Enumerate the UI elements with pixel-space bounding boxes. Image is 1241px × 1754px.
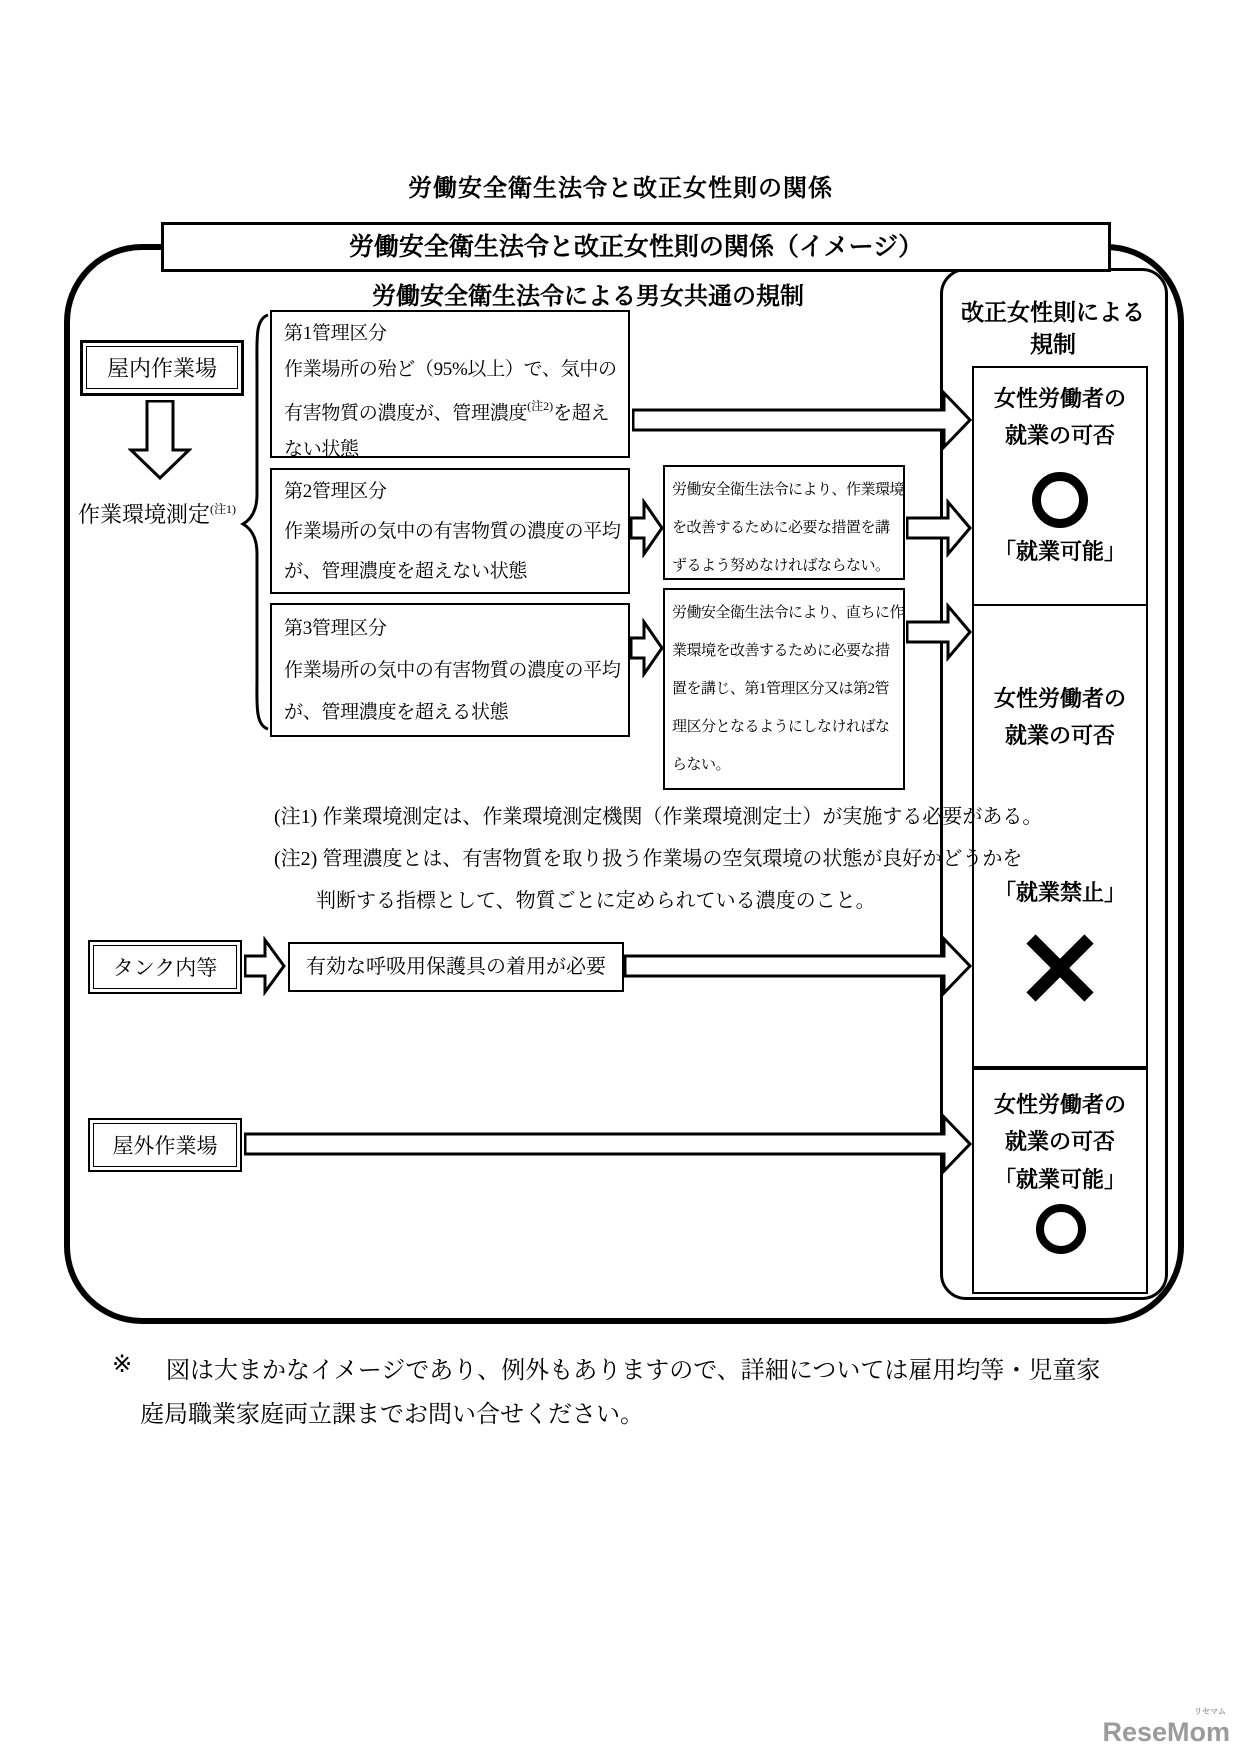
indoor-workplace-box [80, 340, 244, 396]
category3-title: 第3管理区分 [284, 618, 387, 639]
permitted-circle-mark [1032, 472, 1088, 528]
work-environment-measurement-label [78, 498, 236, 529]
note1-ref: (注1) [210, 502, 237, 516]
measure3-line4: 理区分となるようにしなければな [672, 719, 890, 735]
measure3-line1: 労働安全衛生法令により、直ちに作 [672, 605, 905, 621]
arrow-requirement-to-prohibited [624, 936, 972, 996]
right-box1-line1: 女性労働者の [993, 386, 1126, 411]
note2-text-line2: 判断する指標として、物質ごとに定められている濃度のこと。 [316, 890, 876, 912]
measurement-text: 作業環境測定 [78, 502, 211, 527]
watermark [1080, 1706, 1230, 1748]
right-box3-line2: 就業の可否 [1004, 1129, 1115, 1154]
arrow-category1-to-permitted [632, 390, 972, 450]
measure2-line2: を改善するために必要な措置を講 [672, 520, 890, 536]
tank-interior-box [88, 940, 242, 994]
arrow-category2-to-measure2 [630, 498, 664, 558]
tank-interior-label: タンク内等 [93, 945, 237, 989]
footer-marker: ※ [112, 1352, 133, 1378]
measure2-line3: ずるよう努めなければならない。 [672, 558, 890, 574]
category1-title: 第1管理区分 [284, 323, 387, 344]
banner-title-box [161, 222, 1111, 272]
category2-title: 第2管理区分 [284, 481, 387, 502]
arrow-category3-to-measure3 [630, 618, 664, 678]
category1-line4: ない状態 [284, 439, 359, 460]
footer-line2: 庭局職業家庭両立課までお問い合せください。 [140, 1402, 644, 1428]
revised-regulation-heading-line1: 改正女性則による [961, 299, 1145, 325]
revised-regulation-heading-line2: 規制 [1030, 331, 1076, 357]
down-arrow [128, 400, 192, 480]
respirator-requirement-text: 有効な呼吸用保護具の着用が必要 [306, 956, 606, 978]
watermark-ruby: リセマム [1194, 1707, 1226, 1716]
measure3-box [663, 588, 905, 790]
note2-ref: (注2) [527, 399, 554, 413]
category1-box [270, 310, 630, 458]
right-box2-line1: 女性労働者の [993, 686, 1126, 711]
arrow-tank-to-requirement [244, 936, 286, 996]
category2-line3: が、管理濃度を超えない状態 [284, 561, 528, 582]
category2-box [270, 468, 630, 594]
right-box3-line1: 女性労働者の [993, 1092, 1126, 1117]
right-box2-verdict: 「就業禁止」 [993, 880, 1126, 905]
note1-text: (注1) 作業環境測定は、作業環境測定機関（作業環境測定士）が実施する必要がある。 [274, 806, 1043, 828]
measure2-box [663, 465, 905, 580]
indoor-workplace-label: 屋内作業場 [86, 346, 238, 389]
measure3-line3: 置を講じ、第1管理区分又は第2管 [672, 681, 890, 697]
right-box2-line2: 就業の可否 [1004, 723, 1115, 748]
category2-line2: 作業場所の気中の有害物質の濃度の平均 [284, 521, 621, 542]
banner-title: 労働安全衛生法令と改正女性則の関係（イメージ） [348, 233, 924, 261]
watermark-logo: ReseMom [1102, 1717, 1230, 1747]
footer-line1: 図は大まかなイメージであり、例外もありますので、詳細については雇用均等・児童家 [166, 1358, 1101, 1384]
respirator-requirement-box [288, 942, 624, 992]
outdoor-workplace-box [88, 1118, 242, 1172]
measure3-line2: 業環境を改善するために必要な措 [672, 643, 890, 659]
right-box1-line2: 就業の可否 [1004, 423, 1115, 448]
note2-text-line1: (注2) 管理濃度とは、有害物質を取り扱う作業場の空気環境の状態が良好かどうかを [274, 848, 1023, 870]
category1-line3-pre: 有害物質の濃度が、管理濃度 [284, 403, 528, 424]
arrow-measure2-to-permitted [906, 498, 972, 558]
category3-box [270, 603, 630, 737]
arrow-outdoor-to-permitted [244, 1114, 972, 1174]
permitted-circle-mark-bottom [1036, 1204, 1086, 1254]
measure3-line5: らない。 [672, 757, 731, 773]
category1-line3 [284, 388, 626, 432]
category1-line2: 作業場所の殆ど（95%以上）で、気中の [284, 359, 617, 380]
category3-line3: が、管理濃度を超える状態 [284, 702, 509, 723]
right-box3-verdict: 「就業可能」 [993, 1167, 1126, 1192]
category-group-brace [240, 312, 270, 732]
common-regulation-heading: 労働安全衛生法令による男女共通の規制 [372, 283, 804, 310]
category1-line3-post: を超え [553, 403, 610, 424]
right-box1-verdict: 「就業可能」 [993, 539, 1126, 564]
category3-line2: 作業場所の気中の有害物質の濃度の平均 [284, 660, 621, 681]
outdoor-workplace-label: 屋外作業場 [93, 1123, 237, 1167]
arrow-measure3-to-prohibited [906, 602, 972, 662]
prohibited-cross-mark [1022, 930, 1098, 1006]
measure2-line1: 労働安全衛生法令により、作業環境 [672, 482, 905, 498]
page-title: 労働安全衛生法令と改正女性則の関係 [408, 175, 833, 202]
